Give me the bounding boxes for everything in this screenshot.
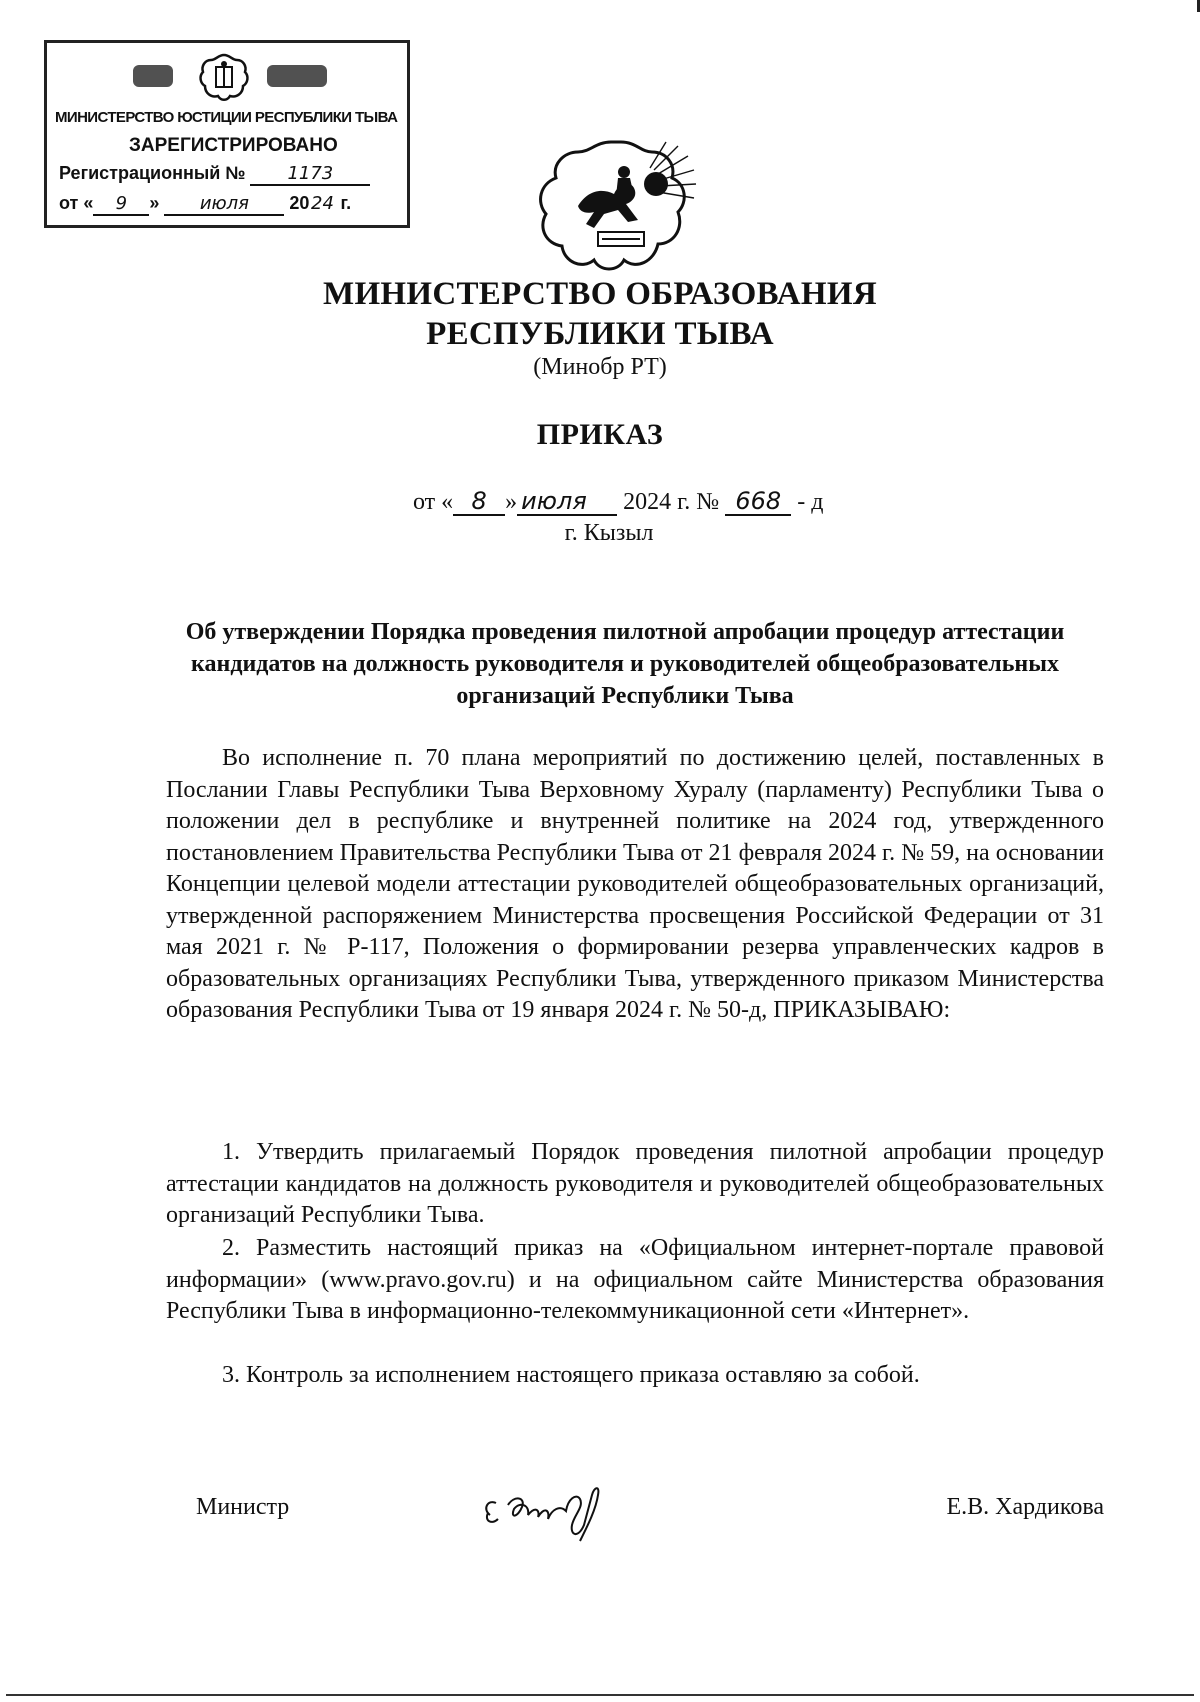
stamp-date xyxy=(59,193,351,216)
signatory-name: Е.В. Хардикова xyxy=(946,1494,1104,1520)
order-sep: » xyxy=(505,489,518,515)
stamp-date-day: 9 xyxy=(93,193,149,216)
ministry-name-line2: РЕСПУБЛИКИ ТЫВА xyxy=(426,316,774,352)
stamp-ink-blot xyxy=(267,65,327,87)
ministry-abbreviation: (Минобр РТ) xyxy=(533,354,667,380)
stamp-ink-blot xyxy=(133,65,173,87)
order-date-number xyxy=(413,488,823,516)
stamp-regno-label: Регистрационный № xyxy=(59,163,246,183)
signatory-role: Министр xyxy=(196,1494,290,1520)
signature-icon xyxy=(480,1475,610,1545)
stamp-date-sep: » xyxy=(149,193,160,213)
registration-stamp xyxy=(44,40,410,228)
justice-emblem-icon xyxy=(197,51,251,105)
ministry-name-line1: МИНИСТЕРСТВО ОБРАЗОВАНИЯ xyxy=(323,276,877,312)
stamp-registered: ЗАРЕГИСТРИРОВАНО xyxy=(129,135,338,156)
order-item-3: 3. Контроль за исполнением настоящего приказа оставляю за собой. xyxy=(222,1362,920,1388)
stamp-date-year: 24 xyxy=(311,193,334,214)
order-month: июля xyxy=(517,488,617,516)
stamp-ministry: МИНИСТЕРСТВО ЮСТИЦИИ РЕСПУБЛИКИ ТЫВА xyxy=(55,109,398,126)
order-city: г. Кызыл xyxy=(564,520,654,546)
stamp-date-prefix: от « xyxy=(59,193,94,213)
order-item-2: 2. Разместить настоящий приказ на «Официальном интернет-портале правовой информации» (www.pravo.gov.ru) и на официальном сайте Министерства образования Республики Тыва в информационно-телекоммуникационной сети «Интернет». xyxy=(166,1235,1104,1324)
order-prefix: от « xyxy=(413,489,454,515)
stamp-regno xyxy=(59,163,370,186)
document-subject: Об утверждении Порядка проведения пилотной апробации процедур аттестации кандидатов на должность руководителя и руководителей общеобразовательных организаций Республики Тыва xyxy=(185,619,1065,709)
order-item-1: 1. Утвердить прилагаемый Порядок проведения пилотной апробации процедур аттестации кандидатов на должность руководителя и руководителей общеобразовательных организаций Республики Тыва. xyxy=(166,1139,1104,1228)
stamp-date-month: июля xyxy=(164,193,284,216)
order-day: 8 xyxy=(453,488,505,516)
ministry-name xyxy=(0,274,1200,354)
tuva-coat-of-arms-icon xyxy=(538,136,704,282)
document-type: ПРИКАЗ xyxy=(536,418,664,451)
preamble-paragraph: Во исполнение п. 70 плана мероприятий по достижению целей, поставленных в Послании Главы Республики Тыва Верховному Хуралу (парламенту) Республики Тыва о положении дел в республике и внутренней политике на 2024 год, утвержденного постановлением Правительства Республики Тыва от 21 февраля 2024 г. № 59, на основании Концепции целевой модели аттестации руководителей общеобразовательных организаций, утвержденной распоряжением Министерства просвещения Российской Федерации от 31 мая 2021 г. № Р-117, Положения о формировании резерва управленческих кадров в образовательных организациях Республики Тыва, утвержденного приказом Министерства образования Республики Тыва от 19 января 2024 г. № 50-д, ПРИКАЗЫВАЮ: xyxy=(166,745,1104,1023)
order-suffix: - д xyxy=(797,489,824,515)
stamp-regno-value: 1173 xyxy=(250,163,370,186)
order-year: 2024 г. № xyxy=(623,489,720,515)
stamp-date-suffix: г. xyxy=(340,193,352,213)
scan-bottom-edge xyxy=(6,1694,1194,1696)
stamp-date-year-prefix: 20 xyxy=(289,193,310,213)
order-number: 668 xyxy=(725,488,791,516)
